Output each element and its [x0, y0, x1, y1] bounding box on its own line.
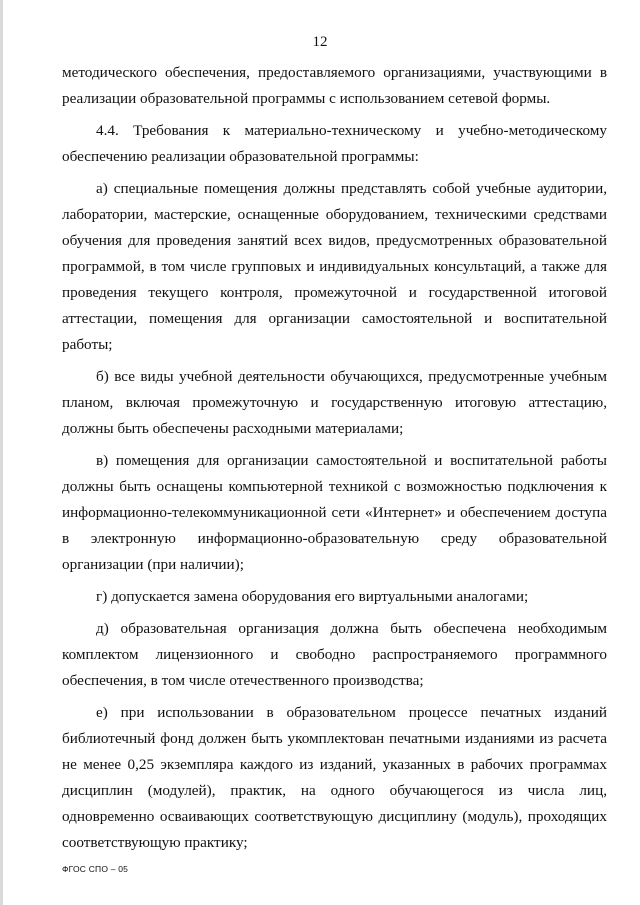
paragraph-section-4-4: 4.4. Требования к материально-техническому и учебно-методическому обеспечению реализации образовательной программы: [62, 122, 607, 165]
paragraph-continuation: методического обеспечения, предоставляемого организациями, участвующими в реализации образовательной программы с использованием сетевой формы. [62, 64, 607, 107]
paragraph-item-b: б) все виды учебной деятельности обучающихся, предусмотренные учебным планом, включая промежуточную и государственную итоговую аттестацию, должны быть обеспечены расходными материалами; [62, 368, 607, 437]
paragraph-item-d: д) образовательная организация должна быть обеспечена необходимым комплектом лицензионного и свободно распространяемого программного обеспечения, в том числе отечественного производства; [62, 620, 607, 689]
paragraph-item-g: г) допускается замена оборудования его виртуальными аналогами; [96, 588, 529, 605]
document-body [62, 60, 607, 856]
paragraph-item-a: а) специальные помещения должны представлять собой учебные аудитории, лаборатории, мастерские, оснащенные оборудованием, техническими средствами обучения для проведения занятий всех видов, предусмотренных образовательной программой, в том числе групповых и индивидуальных консультаций, а также для проведения текущего контроля, промежуточной и государственной итоговой аттестации, помещения для организации самостоятельной и воспитательной работы; [62, 180, 607, 353]
page-number: 12 [312, 34, 328, 50]
paragraph-item-v: в) помещения для организации самостоятельной и воспитательной работы должны быть оснащены компьютерной техникой с возможностью подключения к информационно-телекоммуникационной сети «Интернет» и обеспечением доступа в электронную информационно-образовательную среду образовательной организации (при наличии); [62, 452, 607, 573]
paragraph-item-e: е) при использовании в образовательном процессе печатных изданий библиотечный фонд должен быть укомплектован печатными изданиями из расчета не менее 0,25 экземпляра каждого из изданий, указанных в рабочих программах дисциплин (модулей), практик, на одного обучающегося из числа лиц, одновременно осваивающих соответствующую дисциплину (модуль), проходящих соответствующую практику; [62, 704, 607, 851]
footer-code: ФГОС СПО – 05 [62, 864, 129, 874]
scan-edge [0, 0, 3, 905]
